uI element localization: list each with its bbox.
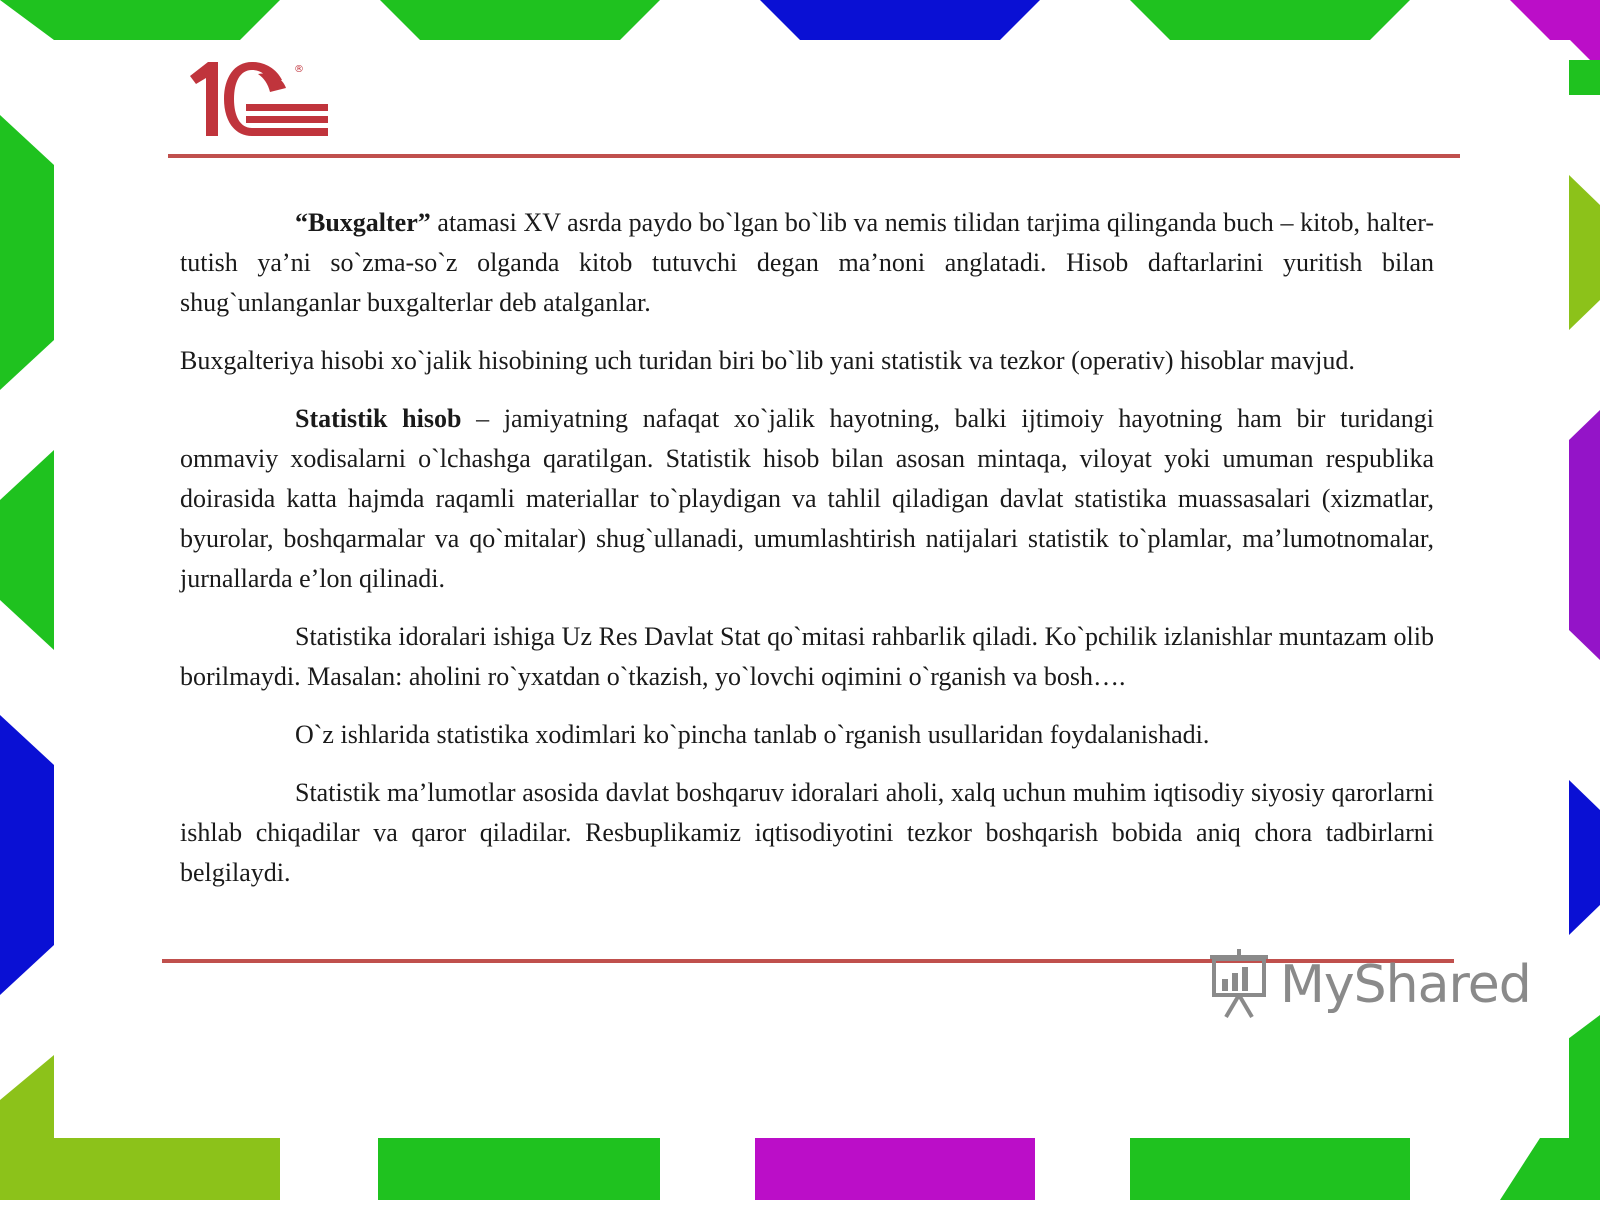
frame-right-purple: [1569, 410, 1600, 660]
myshared-watermark[interactable]: [1208, 948, 1531, 1022]
paragraph-text: Statistika idoralari ishiga Uz Res Davlat Stat qo`mitasi rahbarlik qiladi. Ko`pchilik izlanishlar muntazam olib borilmaydi. Masalan: aholini ro`yxatdan o`tkazish, yo`lovchi oqimini o`rganish va bosh….: [180, 622, 1434, 691]
registered-mark: ®: [294, 64, 304, 75]
document-body: [180, 203, 1434, 911]
paragraph-statistik-malumotlar: [180, 773, 1434, 893]
frame-top-green-3: [1130, 0, 1410, 40]
frame-left-blue: [0, 715, 54, 995]
paragraph-text: – jamiyatning nafaqat xo`jalik hayotning, balki ijtimoiy hayotning ham bir turidangi ommaviy xodisalarni o`lchashga qaratilgan. Statistik hisob bilan asosan mintaqa, viloyat yoki umuman respublika doirasida katta hajmda raqamli materiallar to`playdigan va tahlil qiladigan davlat statistika muassasalari (xizmatlar, byurolar, boshqarmalar va qo`mitalar) shug`ullanadi, umumlashtirish natijalari statistik to`plamlar, ma’lumotnomalar, jurnallarda e’lon qilinadi.: [180, 404, 1434, 593]
term-buxgalter: “Buxgalter”: [295, 208, 431, 237]
paragraph-statistik-hisob: [180, 399, 1434, 599]
frame-left-green-2: [0, 450, 54, 650]
frame-top-blue: [760, 0, 1040, 40]
frame-top-green-1: [0, 0, 280, 40]
divider-top: [168, 154, 1460, 158]
paragraph-text: atamasi XV asrda paydo bo`lgan bo`lib va nemis tilidan tarjima qilinganda buch – kitob, halter- tutish ya’ni so`zma-so`z olganda kitob tutuvchi degan ma’noni anglatadi. Hisob daftarlarini yuritish bilan shug`unlanganlar buxgalterlar deb atalganlar.: [180, 208, 1434, 317]
frame-bottom-green-1: [378, 1138, 660, 1200]
paragraph-text: Buxgalteriya hisobi xo`jalik hisobining uch turidan biri bo`lib yani statistik va tezkor (operativ) hisoblar mavjud.: [180, 346, 1355, 375]
frame-bottom-green-2: [1130, 1138, 1410, 1200]
frame-top-green-2: [380, 0, 660, 40]
paragraph-buxgalteriya-hisobi: [180, 341, 1434, 381]
paragraph-buxgalter: [180, 203, 1434, 323]
paragraph-text: Statistik ma’lumotlar asosida davlat boshqaruv idoralari aholi, xalq uchun muhim iqtisodiy siyosiy qarorlarni ishlab chiqadilar va qaror qiladilar. Resbuplikamiz iqtisodiyotini tezkor boshqarish bobida aniq chora tadbirlarni belgilaydi.: [180, 778, 1434, 887]
frame-bottom-magenta: [755, 1138, 1035, 1200]
watermark-text: MyShared: [1280, 955, 1531, 1015]
paragraph-text: O`z ishlarida statistika xodimlari ko`pincha tanlab o`rganish usullaridan foydalanishadi.: [295, 720, 1210, 749]
presentation-board-icon: [1208, 949, 1270, 1021]
brand-logo: [186, 58, 336, 142]
frame-right-lime: [1569, 175, 1600, 330]
frame-right-green-1: [1569, 60, 1600, 95]
paragraph-statistika-idoralari: [180, 617, 1434, 697]
frame-right-blue: [1569, 780, 1600, 935]
1c-logo-icon: [186, 58, 336, 142]
term-statistik-hisob: Statistik hisob: [295, 404, 462, 433]
frame-left-green-1: [0, 115, 54, 390]
paragraph-oz-ishlarida: [180, 715, 1434, 755]
